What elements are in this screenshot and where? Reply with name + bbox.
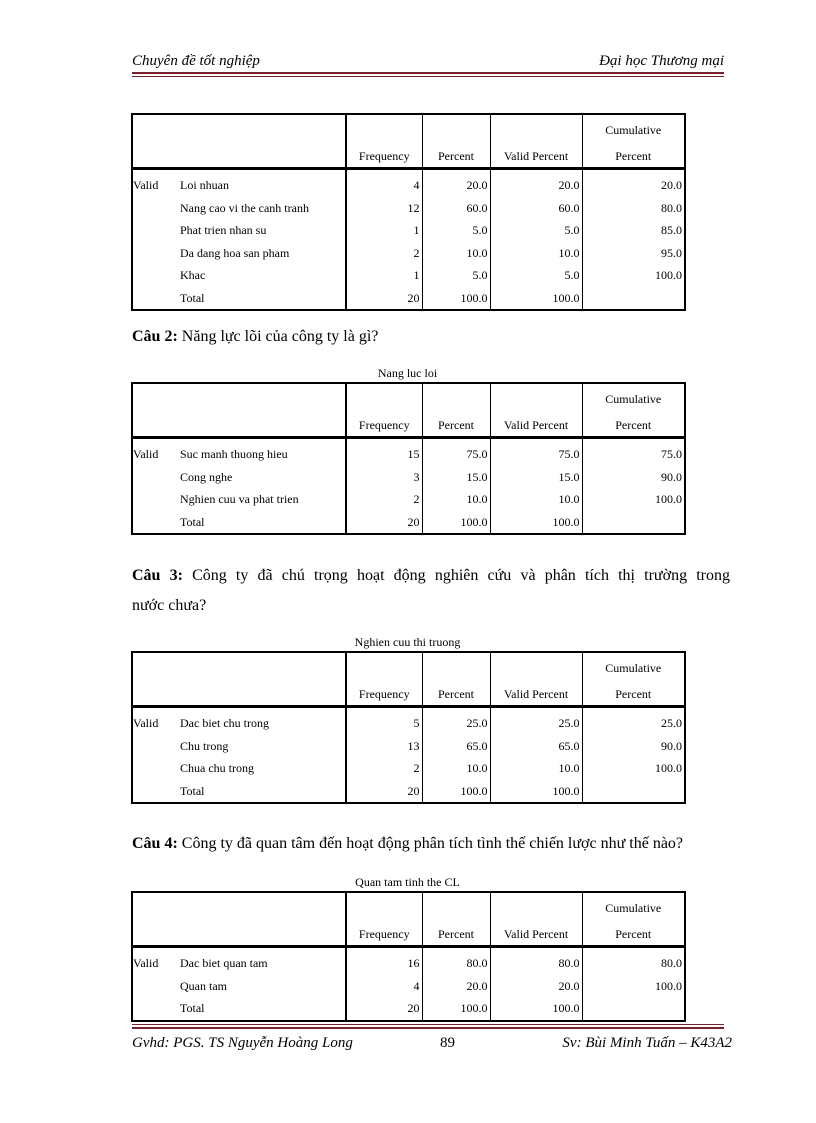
question-2-text: Năng lực lõi của công ty là gì? [177, 328, 379, 345]
cell-frequency: 2 [346, 488, 422, 511]
cell-percent: 10.0 [422, 757, 490, 780]
row-group [132, 287, 180, 311]
cell-percent: 60.0 [422, 197, 490, 220]
cell-frequency: 12 [346, 197, 422, 220]
col-header-frequency: Frequency [346, 919, 422, 947]
col-header-cumulative-bottom: Percent [582, 410, 685, 438]
question-3-label: Câu 3: [132, 567, 183, 584]
question-3-text-1: Công ty đã chú trọng hoạt động nghiên cứu và phân tích thị trường trong [182, 567, 730, 584]
row-group [132, 242, 180, 265]
col-header-valid-percent: Valid Percent [490, 141, 582, 169]
table-title: Quan tam tinh the CL [355, 875, 460, 889]
table-row [132, 997, 685, 1021]
cell-valid-percent: 15.0 [490, 466, 582, 489]
cell-cumulative-percent: 100.0 [582, 488, 685, 511]
cell-percent: 100.0 [422, 511, 490, 535]
row-group [132, 511, 180, 535]
row-label: Khac [180, 264, 346, 287]
cell-frequency: 1 [346, 264, 422, 287]
cell-cumulative-percent: 100.0 [582, 264, 685, 287]
cell-percent: 10.0 [422, 242, 490, 265]
col-header-frequency: Frequency [346, 141, 422, 169]
cell-frequency: 4 [346, 975, 422, 998]
cell-cumulative-percent: 80.0 [582, 197, 685, 220]
col-header-cumulative-bottom: Percent [582, 141, 685, 169]
cell-cumulative-percent [582, 780, 685, 804]
col-header-cumulative-bottom: Percent [582, 919, 685, 947]
table-row [132, 219, 685, 242]
cell-frequency: 4 [346, 169, 422, 197]
row-group [132, 466, 180, 489]
row-group [132, 997, 180, 1021]
table-row [132, 947, 685, 975]
row-group: Valid [133, 716, 159, 730]
row-label: Chu trong [180, 735, 346, 758]
table-row [132, 242, 685, 265]
cell-cumulative-percent: 95.0 [582, 242, 685, 265]
table-row [132, 287, 685, 311]
cell-frequency: 20 [346, 780, 422, 804]
col-header-percent: Percent [422, 141, 490, 169]
footer-rule [132, 1024, 724, 1029]
header-right-title: Đại học Thương mại [599, 53, 724, 69]
question-2-label: Câu 2: [132, 328, 178, 345]
row-label: Cong nghe [180, 466, 346, 489]
cell-percent: 75.0 [422, 438, 490, 466]
cell-valid-percent: 20.0 [490, 975, 582, 998]
table-grid [131, 113, 686, 311]
col-header-cumulative-top: Cumulative [582, 383, 685, 410]
row-label: Da dang hoa san pham [180, 242, 346, 265]
cell-percent: 10.0 [422, 488, 490, 511]
table-row [132, 975, 685, 998]
col-header-percent: Percent [422, 679, 490, 707]
table-grid [131, 651, 686, 804]
cell-cumulative-percent: 85.0 [582, 219, 685, 242]
table-row [132, 780, 685, 804]
table-title: Nang luc loi [377, 366, 438, 380]
cell-percent: 100.0 [422, 780, 490, 804]
question-4 [132, 829, 730, 859]
cell-cumulative-percent: 100.0 [582, 757, 685, 780]
header-left-title: Chuyên đề tốt nghiệp [132, 53, 260, 69]
cell-percent: 25.0 [422, 707, 490, 735]
cell-cumulative-percent: 25.0 [582, 707, 685, 735]
table-row [132, 438, 685, 466]
col-header-frequency: Frequency [346, 410, 422, 438]
cell-frequency: 1 [346, 219, 422, 242]
cell-cumulative-percent: 20.0 [582, 169, 685, 197]
table-title [131, 97, 684, 111]
frequency-table-4 [131, 875, 684, 1022]
table-row [132, 264, 685, 287]
cell-valid-percent: 25.0 [490, 707, 582, 735]
cell-percent: 15.0 [422, 466, 490, 489]
question-3-line-1 [132, 561, 730, 591]
cell-valid-percent: 100.0 [490, 997, 582, 1021]
cell-valid-percent: 5.0 [490, 219, 582, 242]
cell-valid-percent: 60.0 [490, 197, 582, 220]
row-label: Nang cao vi the canh tranh [180, 197, 346, 220]
col-header-valid-percent: Valid Percent [490, 679, 582, 707]
cell-valid-percent: 10.0 [490, 757, 582, 780]
table-grid [131, 382, 686, 535]
cell-valid-percent: 100.0 [490, 780, 582, 804]
frequency-table-3 [131, 635, 684, 804]
col-header-frequency: Frequency [346, 679, 422, 707]
cell-cumulative-percent: 100.0 [582, 975, 685, 998]
row-group: Valid [133, 956, 159, 970]
row-label: Quan tam [180, 975, 346, 998]
table-row [132, 466, 685, 489]
col-header-cumulative-top: Cumulative [582, 892, 685, 919]
question-3-text-2: nước chưa? [132, 597, 207, 614]
col-header-cumulative-bottom: Percent [582, 679, 685, 707]
cell-cumulative-percent [582, 287, 685, 311]
table-title: Nghien cuu thi truong [354, 635, 461, 649]
cell-frequency: 15 [346, 438, 422, 466]
cell-frequency: 20 [346, 997, 422, 1021]
page-number: 89 [440, 1035, 455, 1051]
cell-frequency: 20 [346, 511, 422, 535]
cell-cumulative-percent: 80.0 [582, 947, 685, 975]
cell-percent: 20.0 [422, 975, 490, 998]
col-header-valid-percent: Valid Percent [490, 410, 582, 438]
frequency-table-1 [131, 97, 684, 311]
question-2 [132, 322, 730, 352]
row-group [132, 757, 180, 780]
row-label: Dac biet quan tam [180, 947, 346, 975]
col-header-cumulative-top: Cumulative [582, 652, 685, 679]
row-label: Chua chu trong [180, 757, 346, 780]
cell-frequency: 5 [346, 707, 422, 735]
cell-cumulative-percent: 75.0 [582, 438, 685, 466]
row-group [132, 219, 180, 242]
table-row [132, 757, 685, 780]
row-label: Total [180, 511, 346, 535]
cell-frequency: 16 [346, 947, 422, 975]
row-group [132, 264, 180, 287]
row-label: Total [180, 287, 346, 311]
cell-frequency: 20 [346, 287, 422, 311]
table-row [132, 488, 685, 511]
cell-valid-percent: 65.0 [490, 735, 582, 758]
row-group: Valid [133, 178, 159, 192]
cell-valid-percent: 80.0 [490, 947, 582, 975]
cell-percent: 100.0 [422, 997, 490, 1021]
cell-frequency: 2 [346, 757, 422, 780]
table-row [132, 169, 685, 197]
row-group: Valid [133, 447, 159, 461]
row-label: Suc manh thuong hieu [180, 438, 346, 466]
row-group [132, 780, 180, 804]
cell-frequency: 13 [346, 735, 422, 758]
header-rule [132, 72, 724, 77]
footer-supervisor: Gvhd: PGS. TS Nguyễn Hoàng Long [132, 1035, 353, 1051]
cell-valid-percent: 20.0 [490, 169, 582, 197]
table-row [132, 707, 685, 735]
row-group [132, 488, 180, 511]
row-label: Total [180, 780, 346, 804]
cell-valid-percent: 75.0 [490, 438, 582, 466]
cell-cumulative-percent: 90.0 [582, 735, 685, 758]
col-header-cumulative-top: Cumulative [582, 114, 685, 141]
cell-valid-percent: 10.0 [490, 488, 582, 511]
table-row [132, 197, 685, 220]
cell-valid-percent: 10.0 [490, 242, 582, 265]
row-label: Total [180, 997, 346, 1021]
footer-student: Sv: Bùi Minh Tuấn – K43A2 [562, 1035, 732, 1051]
cell-cumulative-percent: 90.0 [582, 466, 685, 489]
cell-percent: 80.0 [422, 947, 490, 975]
question-4-label: Câu 4: [132, 835, 178, 852]
cell-percent: 20.0 [422, 169, 490, 197]
frequency-table-2 [131, 366, 684, 535]
row-group [132, 197, 180, 220]
row-label: Loi nhuan [180, 169, 346, 197]
cell-valid-percent: 100.0 [490, 511, 582, 535]
row-group [132, 975, 180, 998]
cell-percent: 65.0 [422, 735, 490, 758]
cell-frequency: 2 [346, 242, 422, 265]
col-header-valid-percent: Valid Percent [490, 919, 582, 947]
row-group [132, 735, 180, 758]
col-header-percent: Percent [422, 919, 490, 947]
row-label: Phat trien nhan su [180, 219, 346, 242]
question-3 [132, 561, 730, 621]
cell-percent: 100.0 [422, 287, 490, 311]
question-4-text: Công ty đã quan tâm đến hoạt động phân tích tình thế chiến lược như thế nào? [177, 835, 684, 852]
table-row [132, 735, 685, 758]
cell-valid-percent: 100.0 [490, 287, 582, 311]
cell-valid-percent: 5.0 [490, 264, 582, 287]
cell-cumulative-percent [582, 997, 685, 1021]
col-header-percent: Percent [422, 410, 490, 438]
table-row [132, 511, 685, 535]
cell-percent: 5.0 [422, 219, 490, 242]
row-label: Dac biet chu trong [180, 707, 346, 735]
cell-cumulative-percent [582, 511, 685, 535]
table-grid [131, 891, 686, 1022]
cell-percent: 5.0 [422, 264, 490, 287]
cell-frequency: 3 [346, 466, 422, 489]
row-label: Nghien cuu va phat trien [180, 488, 346, 511]
